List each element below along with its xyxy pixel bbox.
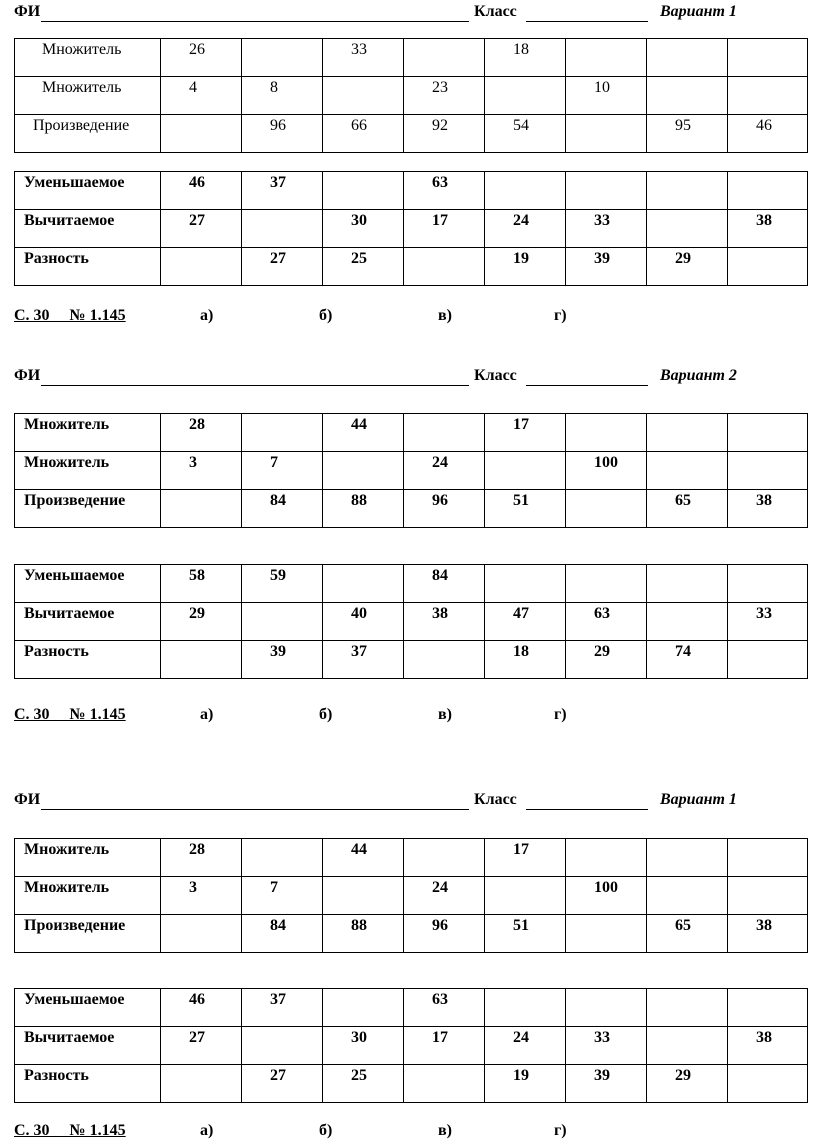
table-cell [647, 210, 728, 248]
table-cell [566, 39, 647, 77]
table-cell: 33 [566, 1027, 647, 1065]
table-cell: 92 [404, 115, 485, 153]
table-cell: 8 [242, 77, 323, 115]
row-label: Множитель [15, 839, 161, 877]
class-blank-line [526, 21, 648, 22]
table-cell [404, 1065, 485, 1103]
table-cell: 38 [728, 210, 808, 248]
table-cell [161, 490, 242, 528]
class-blank-line [526, 809, 648, 810]
variant-label: Вариант 1 [660, 791, 737, 808]
table-cell: 84 [242, 915, 323, 953]
table-cell [566, 915, 647, 953]
name-label: ФИ [14, 367, 41, 384]
table-cell: 27 [161, 210, 242, 248]
table-cell: 19 [485, 248, 566, 286]
table-cell [728, 39, 808, 77]
table-cell: 28 [161, 839, 242, 877]
table-row [15, 915, 808, 953]
table-cell [566, 490, 647, 528]
task-part-g: г) [554, 307, 567, 324]
table-cell [647, 603, 728, 641]
variant-label: Вариант 2 [660, 367, 737, 384]
table-cell [647, 77, 728, 115]
multiplication-table-2 [14, 413, 808, 528]
table-cell: 63 [404, 172, 485, 210]
table-row [15, 115, 808, 153]
name-label: ФИ [14, 791, 41, 808]
table-cell: 24 [485, 210, 566, 248]
table-cell: 39 [566, 248, 647, 286]
task-part-b: б) [319, 307, 333, 324]
name-label: ФИ [14, 3, 41, 20]
table-cell: 18 [485, 641, 566, 679]
table-cell: 65 [647, 915, 728, 953]
table-cell: 17 [485, 414, 566, 452]
table-cell: 27 [242, 248, 323, 286]
table-cell: 7 [242, 452, 323, 490]
table-cell: 24 [404, 452, 485, 490]
table-cell: 38 [404, 603, 485, 641]
table-cell [404, 641, 485, 679]
table-cell [485, 877, 566, 915]
table-cell [161, 248, 242, 286]
table-cell [242, 414, 323, 452]
table-cell [323, 565, 404, 603]
task-part-a: а) [200, 706, 214, 723]
table-cell: 27 [242, 1065, 323, 1103]
table-row [15, 877, 808, 915]
table-cell [647, 452, 728, 490]
table-cell [728, 77, 808, 115]
table-cell [485, 989, 566, 1027]
table-row [15, 77, 808, 115]
table-cell: 27 [161, 1027, 242, 1065]
table-cell: 54 [485, 115, 566, 153]
table-cell: 38 [728, 1027, 808, 1065]
table-cell [323, 877, 404, 915]
table-cell: 33 [566, 210, 647, 248]
table-cell [647, 39, 728, 77]
table-cell: 3 [161, 452, 242, 490]
table-cell [647, 1027, 728, 1065]
table-cell: 38 [728, 915, 808, 953]
task-part-v: в) [438, 307, 452, 324]
class-label: Класс [474, 367, 517, 384]
table-cell [161, 115, 242, 153]
table-cell: 29 [161, 603, 242, 641]
table-cell: 96 [404, 915, 485, 953]
table-cell: 37 [242, 989, 323, 1027]
table-cell [242, 839, 323, 877]
table-cell [404, 839, 485, 877]
table-cell: 3 [161, 877, 242, 915]
table-row [15, 641, 808, 679]
subtraction-table-3 [14, 988, 808, 1103]
table-cell [728, 565, 808, 603]
table-cell: 29 [647, 248, 728, 286]
table-cell: 10 [566, 77, 647, 115]
table-cell: 33 [728, 603, 808, 641]
table-row [15, 490, 808, 528]
table-cell [242, 603, 323, 641]
table-cell: 23 [404, 77, 485, 115]
table-cell: 46 [728, 115, 808, 153]
table-cell [566, 172, 647, 210]
row-label: Вычитаемое [15, 210, 161, 248]
table-cell: 28 [161, 414, 242, 452]
table-cell [323, 452, 404, 490]
table-cell: 84 [242, 490, 323, 528]
table-cell: 44 [323, 414, 404, 452]
table-cell: 100 [566, 877, 647, 915]
table-cell [647, 989, 728, 1027]
table-cell [566, 414, 647, 452]
name-blank-line [41, 385, 469, 386]
row-label: Разность [15, 248, 161, 286]
table-cell [404, 248, 485, 286]
table-cell [728, 414, 808, 452]
table-cell: 88 [323, 915, 404, 953]
table-cell [323, 77, 404, 115]
table-cell: 24 [485, 1027, 566, 1065]
table-cell [404, 414, 485, 452]
table-cell: 47 [485, 603, 566, 641]
table-cell: 29 [566, 641, 647, 679]
table-cell [728, 877, 808, 915]
class-blank-line [526, 385, 648, 386]
table-cell [728, 1065, 808, 1103]
table-cell: 38 [728, 490, 808, 528]
table-row [15, 1065, 808, 1103]
task-reference: С. 30 № 1.145 [14, 1122, 126, 1139]
task-part-g: г) [554, 1122, 567, 1139]
row-label: Разность [15, 1065, 161, 1103]
table-row [15, 603, 808, 641]
task-part-b: б) [319, 1122, 333, 1139]
row-label: Множитель [15, 77, 161, 115]
table-cell: 65 [647, 490, 728, 528]
table-cell: 44 [323, 839, 404, 877]
table-cell [161, 641, 242, 679]
subtraction-table-2 [14, 564, 808, 679]
table-cell: 4 [161, 77, 242, 115]
table-cell [647, 414, 728, 452]
table-cell: 95 [647, 115, 728, 153]
row-label: Множитель [15, 877, 161, 915]
table-cell: 24 [404, 877, 485, 915]
table-cell [242, 1027, 323, 1065]
table-cell: 19 [485, 1065, 566, 1103]
row-label: Уменьшаемое [15, 565, 161, 603]
table-cell: 63 [404, 989, 485, 1027]
table-cell: 51 [485, 915, 566, 953]
variant-label: Вариант 1 [660, 3, 737, 20]
table-cell: 46 [161, 989, 242, 1027]
task-part-v: в) [438, 1122, 452, 1139]
row-label: Уменьшаемое [15, 172, 161, 210]
table-cell [242, 210, 323, 248]
table-cell: 88 [323, 490, 404, 528]
table-row [15, 452, 808, 490]
row-label: Множитель [15, 414, 161, 452]
table-cell [323, 172, 404, 210]
table-cell: 40 [323, 603, 404, 641]
row-label: Множитель [15, 39, 161, 77]
table-row [15, 989, 808, 1027]
name-blank-line [41, 21, 469, 22]
table-cell: 33 [323, 39, 404, 77]
table-cell: 17 [404, 1027, 485, 1065]
table-cell [728, 641, 808, 679]
task-reference: С. 30 № 1.145 [14, 706, 126, 723]
table-cell: 74 [647, 641, 728, 679]
subtraction-table-1 [14, 171, 808, 286]
table-cell: 96 [242, 115, 323, 153]
table-cell [728, 989, 808, 1027]
class-label: Класс [474, 3, 517, 20]
row-label: Разность [15, 641, 161, 679]
multiplication-table-3 [14, 838, 808, 953]
table-cell [161, 1065, 242, 1103]
multiplication-table-1 [14, 38, 808, 153]
table-cell [728, 452, 808, 490]
table-cell: 7 [242, 877, 323, 915]
table-cell: 51 [485, 490, 566, 528]
table-cell: 66 [323, 115, 404, 153]
table-cell [566, 115, 647, 153]
table-cell: 46 [161, 172, 242, 210]
table-cell [728, 172, 808, 210]
table-cell: 29 [647, 1065, 728, 1103]
task-part-a: а) [200, 1122, 214, 1139]
table-cell: 25 [323, 248, 404, 286]
table-cell: 18 [485, 39, 566, 77]
table-row [15, 1027, 808, 1065]
row-label: Множитель [15, 452, 161, 490]
table-cell: 59 [242, 565, 323, 603]
table-cell [485, 172, 566, 210]
table-row [15, 248, 808, 286]
table-cell [647, 172, 728, 210]
table-cell [566, 989, 647, 1027]
table-cell [485, 77, 566, 115]
table-cell [485, 452, 566, 490]
table-cell: 17 [485, 839, 566, 877]
table-cell [242, 39, 323, 77]
task-part-b: б) [319, 706, 333, 723]
table-row [15, 839, 808, 877]
task-part-g: г) [554, 706, 567, 723]
table-cell [647, 839, 728, 877]
table-cell: 84 [404, 565, 485, 603]
task-reference: С. 30 № 1.145 [14, 307, 126, 324]
table-cell [485, 565, 566, 603]
table-row [15, 414, 808, 452]
table-cell: 39 [242, 641, 323, 679]
table-cell [566, 565, 647, 603]
table-cell: 63 [566, 603, 647, 641]
table-row [15, 39, 808, 77]
table-cell [728, 248, 808, 286]
table-cell: 58 [161, 565, 242, 603]
name-blank-line [41, 809, 469, 810]
task-part-a: а) [200, 307, 214, 324]
table-row [15, 565, 808, 603]
table-cell: 37 [242, 172, 323, 210]
table-cell [404, 39, 485, 77]
row-label: Произведение [15, 915, 161, 953]
table-cell: 17 [404, 210, 485, 248]
table-cell [566, 839, 647, 877]
table-cell: 30 [323, 1027, 404, 1065]
table-cell [161, 915, 242, 953]
table-cell: 96 [404, 490, 485, 528]
table-cell: 100 [566, 452, 647, 490]
row-label: Вычитаемое [15, 603, 161, 641]
task-part-v: в) [438, 706, 452, 723]
table-row [15, 172, 808, 210]
table-cell [323, 989, 404, 1027]
row-label: Вычитаемое [15, 1027, 161, 1065]
row-label: Произведение [15, 490, 161, 528]
table-cell: 37 [323, 641, 404, 679]
row-label: Уменьшаемое [15, 989, 161, 1027]
table-cell: 25 [323, 1065, 404, 1103]
table-cell [647, 565, 728, 603]
table-cell: 30 [323, 210, 404, 248]
table-cell [728, 839, 808, 877]
table-cell [647, 877, 728, 915]
row-label: Произведение [15, 115, 161, 153]
table-cell: 26 [161, 39, 242, 77]
class-label: Класс [474, 791, 517, 808]
table-cell: 39 [566, 1065, 647, 1103]
table-row [15, 210, 808, 248]
